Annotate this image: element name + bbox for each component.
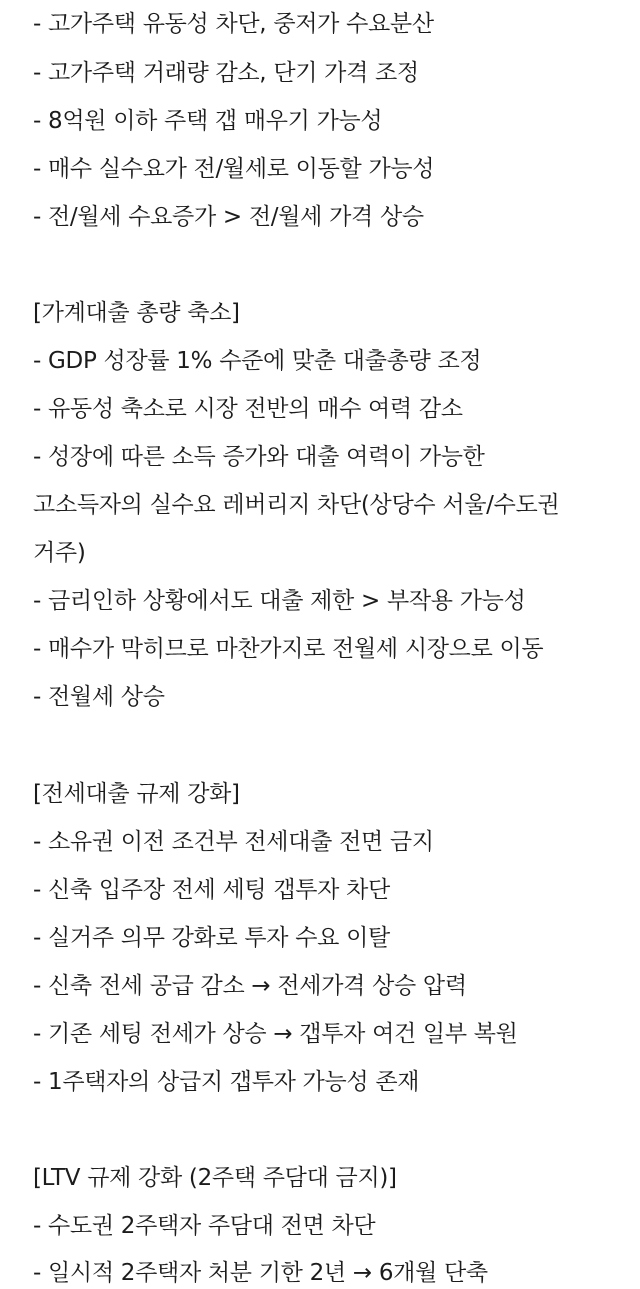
bullet-line: - 매수가 막히므로 마찬가지로 전월세 시장으로 이동 — [33, 636, 544, 662]
bullet-line: - 매수 실수요가 전/월세로 이동할 가능성 — [33, 156, 435, 182]
continuation-line: 거주) — [33, 540, 86, 566]
bullet-line: - 신축 입주장 전세 세팅 갭투자 차단 — [33, 877, 390, 903]
bullet-line: - 8억원 이하 주택 갭 매우기 가능성 — [33, 108, 383, 134]
bullet-line: - 1주택자의 상급지 갭투자 가능성 존재 — [33, 1069, 420, 1095]
bullet-line: - 성장에 따른 소득 증가와 대출 여력이 가능한 — [33, 444, 485, 470]
bullet-line: - 기존 세팅 전세가 상승 → 갭투자 여건 일부 복원 — [33, 1021, 518, 1047]
bullet-line: - 일시적 2주택자 처분 기한 2년 → 6개월 단축 — [33, 1260, 488, 1286]
bullet-line: - 실거주 의무 강화로 투자 수요 이탈 — [33, 925, 390, 951]
bullet-line: - 전/월세 수요증가 > 전/월세 가격 상승 — [33, 204, 424, 230]
bullet-line: - 고가주택 거래량 감소, 단기 가격 조정 — [33, 60, 419, 86]
bullet-line: - 소유권 이전 조건부 전세대출 전면 금지 — [33, 829, 434, 855]
bullet-line: - 유동성 축소로 시장 전반의 매수 여력 감소 — [33, 396, 463, 422]
bullet-line: - GDP 성장률 1% 수준에 맞춘 대출총량 조정 — [33, 348, 482, 374]
section-heading: [가계대출 총량 축소] — [33, 300, 240, 326]
bullet-line: - 전월세 상승 — [33, 684, 165, 710]
section-heading: [LTV 규제 강화 (2주택 주담대 금지)] — [33, 1165, 397, 1191]
bullet-line: - 수도권 2주택자 주담대 전면 차단 — [33, 1213, 376, 1239]
continuation-line: 고소득자의 실수요 레버리지 차단(상당수 서울/수도권 — [33, 492, 560, 518]
bullet-line: - 금리인하 상황에서도 대출 제한 > 부작용 가능성 — [33, 588, 526, 614]
bullet-line: - 신축 전세 공급 감소 → 전세가격 상승 압력 — [33, 973, 467, 999]
bullet-line: - 고가주택 유동성 차단, 중저가 수요분산 — [33, 11, 434, 37]
section-heading: [전세대출 규제 강화] — [33, 781, 240, 807]
